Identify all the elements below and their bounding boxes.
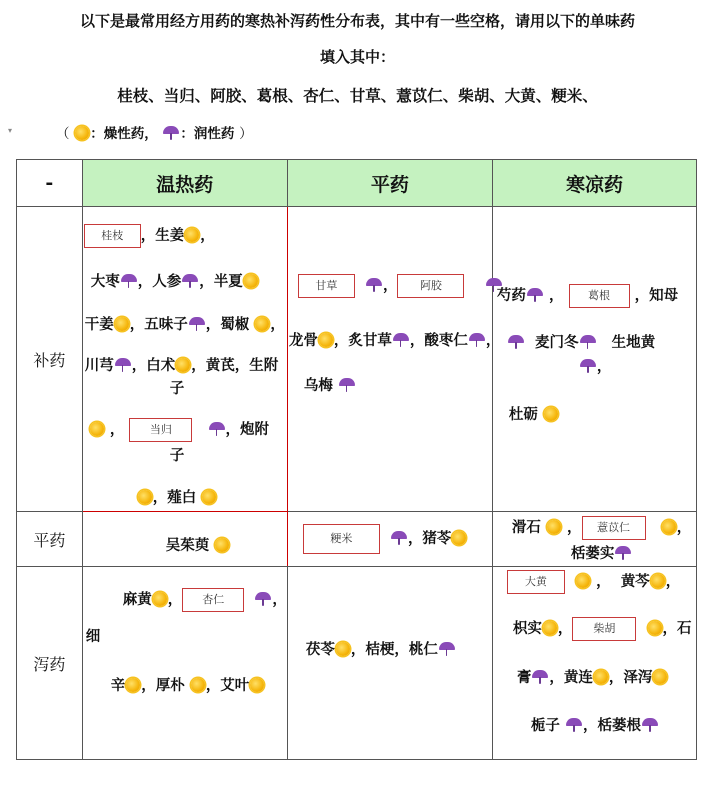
herb-text: ，生姜 [140,227,185,244]
umbrella-icon [580,334,596,350]
intro-line-1: 以下是最常用经方用药的寒热补泻药性分布表，其中有一些空格，请用以下的单味药 [79,12,635,30]
herb-text: 子 [169,447,185,464]
herb-text: ， [272,591,287,608]
umbrella-icon [121,273,137,289]
sun-icon [176,358,190,372]
herb-text: ，厚朴 [141,677,185,694]
herb-text: 栀子 [530,717,560,734]
sun-icon [202,490,216,504]
herb-text: ， [109,421,125,438]
icon-legend [56,122,253,142]
sun-icon [138,490,152,504]
herb-text: 辛 [110,677,126,694]
herb-text: 麦门冬 [535,334,579,351]
umbrella-icon [615,545,631,561]
answer-box-danggui[interactable]: 当归 [129,418,192,442]
herb-text: ，栝蒌根 [582,717,641,734]
sun-icon [651,574,665,588]
umbrella-icon [391,530,407,546]
herb-text: ，黄连 [549,669,593,686]
herb-text: ， [548,287,564,304]
herb-text: ， [382,277,398,294]
herb-text: 茯苓 [305,641,335,658]
herb-text: ，五味子 [129,316,188,333]
herb-text: 枳实 [512,620,542,637]
herb-property-table [16,159,697,760]
col-header-cold: 寒凉药 [492,160,696,207]
umbrella-icon [439,641,455,657]
sun-icon [244,274,258,288]
herb-text: 龙骨 [288,332,318,349]
umbrella-icon [163,125,179,141]
herb-text: 生地黄 [611,334,656,351]
herb-text: 乌梅 [303,377,333,394]
answer-box-dahuang[interactable]: 大黄 [507,570,565,594]
herb-text: ，人参 [137,273,182,290]
table-header-row [17,160,697,207]
answer-box-ejiao[interactable]: 阿胶 [397,274,464,298]
herb-text: ， [557,620,573,637]
legend-moist-label: ：润性药 [180,126,235,142]
corner-cell: - [17,160,83,207]
cell-tonify-warm [82,207,287,512]
umbrella-icon [255,591,271,607]
row-header-purge: 泻药 [17,567,83,760]
sun-icon [452,531,466,545]
sun-icon [126,678,140,692]
intro-line-2: 填入其中： [319,48,395,66]
table-row-neutral [17,512,697,567]
umbrella-icon [366,277,382,293]
herb-text: 芍药 [496,287,526,304]
herb-text: ，蜀椒 [205,316,250,333]
legend-close-paren: ） [239,126,253,142]
col-header-warm: 温热药 [82,160,287,207]
umbrella-icon [566,717,582,733]
herb-text: ，猪苓 [407,530,452,547]
answer-box-yiyiren[interactable]: 薏苡仁 [582,516,646,540]
table-row-purge [17,567,697,760]
herb-text: ， [676,519,692,536]
herb-text: ， [665,573,681,590]
sun-icon [250,678,264,692]
sun-icon [662,520,676,534]
herb-text: ，半夏 [199,273,243,290]
herb-text: 川芎 [84,357,114,374]
sun-icon [653,670,667,684]
sun-icon [594,670,608,684]
herb-text: ， [596,358,612,375]
sun-icon [90,422,104,436]
sun-icon [543,621,557,635]
cell-tonify-neutral [287,207,501,512]
legend-open-paren: （ [56,126,70,142]
herb-text: 栝蒌实 [570,545,615,562]
sun-icon [191,678,205,692]
cell-neutral-cold [492,512,696,567]
herb-text: ，泽泻 [608,669,653,686]
answer-box-guizhi[interactable]: 桂枝 [84,224,141,248]
herb-text: 麻黄 [122,591,152,608]
cell-tonify-cold [492,207,696,512]
candidate-herb-list: 桂枝、当归、阿胶、葛根、杏仁、甘草、薏苡仁、柴胡、大黄、粳米、 [117,87,598,105]
sun-icon [576,574,590,588]
table-row-tonify [17,207,697,512]
umbrella-icon [527,287,543,303]
herb-text: 子 [169,380,185,397]
herb-text: ， [270,316,285,333]
sun-icon [648,621,662,635]
row-header-neutral: 平药 [17,512,83,567]
umbrella-icon [189,316,205,332]
umbrella-icon [580,358,596,374]
umbrella-icon [115,357,131,373]
sun-icon [319,333,333,347]
cell-neutral-warm [82,512,287,567]
umbrella-icon [469,332,485,348]
herb-text: 吴茱萸 [165,537,210,554]
herb-text: ，炙甘草 [333,332,392,349]
herb-text: ，桔梗，桃仁 [350,641,438,658]
sun-icon [75,126,89,140]
umbrella-icon [508,334,524,350]
answer-box-gancao[interactable]: 甘草 [298,274,355,298]
herb-text: 杜砺 [508,406,538,423]
herb-text: 滑石 [511,519,541,536]
umbrella-icon [532,669,548,685]
herb-text: ，黄芪，生附 [191,357,279,374]
sun-icon [153,592,167,606]
col-header-neutral: 平药 [287,160,492,207]
sun-icon [255,317,269,331]
cell-purge-neutral [287,567,492,760]
sun-icon [215,538,229,552]
herb-text: 大枣 [90,273,120,290]
margin-mark: ▾ [8,126,13,135]
herb-text: ， [567,519,582,536]
answer-box-gegen[interactable]: 葛根 [569,284,630,308]
herb-text: ， [485,332,501,349]
sun-icon [336,642,350,656]
cell-neutral-neutral [287,512,492,567]
answer-box-jingmi[interactable]: 粳米 [303,524,380,554]
herb-text: ，酸枣仁 [409,332,468,349]
sun-icon [185,228,199,242]
herb-text: ， [200,227,215,244]
herb-text: ，艾叶 [205,677,250,694]
herb-text: ，薤白 [152,489,197,506]
umbrella-icon [209,421,225,437]
herb-text: ，炮附 [225,421,270,438]
herb-text: ， [167,591,183,608]
cell-purge-warm [82,567,287,760]
herb-text: ， [596,573,611,590]
answer-box-xingren[interactable]: 杏仁 [182,588,244,612]
sun-icon [115,317,129,331]
legend-dry-label: ：燥性药， [90,126,158,142]
row-header-tonify: 补药 [17,207,83,512]
sun-icon [544,407,558,421]
cell-purge-cold [492,567,696,760]
herb-text: ，白术 [131,357,176,374]
sun-icon [547,520,561,534]
herb-text: ，石 [662,620,692,637]
herb-text: 膏 [516,669,532,686]
herb-text: 干姜 [84,316,114,333]
umbrella-icon [642,717,658,733]
herb-text: 黄芩 [620,573,650,590]
herb-text: ，知母 [634,287,679,304]
umbrella-icon [393,332,409,348]
umbrella-icon [182,273,198,289]
answer-box-chaihu[interactable]: 柴胡 [572,617,636,641]
umbrella-icon [339,377,355,393]
herb-text: 细 [85,628,101,645]
